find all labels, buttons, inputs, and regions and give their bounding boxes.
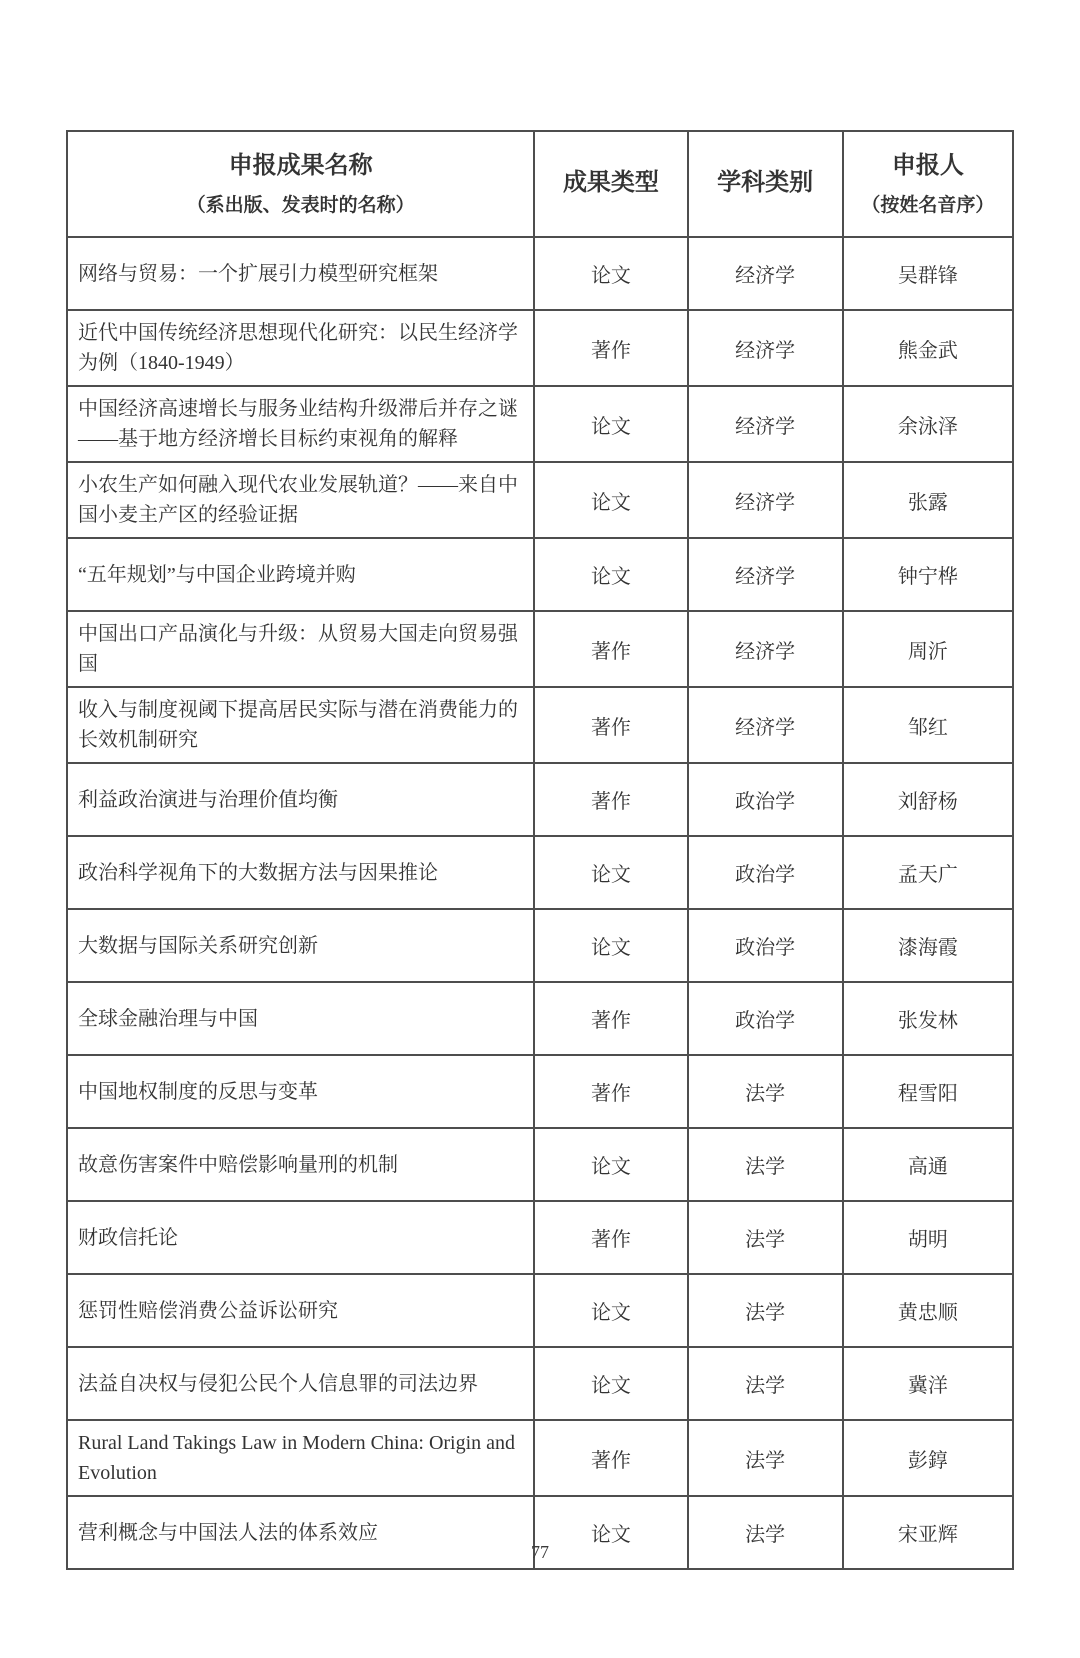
discipline-cell: 法学 xyxy=(688,1055,843,1128)
header-result-name xyxy=(67,131,534,237)
table-row xyxy=(67,611,1013,687)
applicant-cell: 彭錞 xyxy=(843,1420,1013,1496)
result-title-cell: Rural Land Takings Law in Modern China: Origin and Evolution xyxy=(67,1420,534,1496)
applicant-cell: 孟天广 xyxy=(843,836,1013,909)
document-page xyxy=(0,130,1080,1658)
applicant-cell: 胡明 xyxy=(843,1201,1013,1274)
discipline-cell: 政治学 xyxy=(688,982,843,1055)
table-row xyxy=(67,1420,1013,1496)
result-type-cell: 论文 xyxy=(534,462,687,538)
result-title-cell: 政治科学视角下的大数据方法与因果推论 xyxy=(67,836,534,909)
applicant-cell: 刘舒杨 xyxy=(843,763,1013,836)
discipline-cell: 法学 xyxy=(688,1347,843,1420)
discipline-cell: 法学 xyxy=(688,1496,843,1569)
result-title-cell: 利益政治演进与治理价值均衡 xyxy=(67,763,534,836)
discipline-cell: 政治学 xyxy=(688,763,843,836)
discipline-cell: 经济学 xyxy=(688,611,843,687)
results-table-body xyxy=(67,237,1013,1569)
result-title-cell: 惩罚性赔偿消费公益诉讼研究 xyxy=(67,1274,534,1347)
table-row xyxy=(67,538,1013,611)
result-type-cell: 论文 xyxy=(534,909,687,982)
header-applicant xyxy=(843,131,1013,237)
table-row xyxy=(67,687,1013,763)
discipline-cell: 政治学 xyxy=(688,836,843,909)
discipline-cell: 经济学 xyxy=(688,386,843,462)
result-title-cell: 中国出口产品演化与升级：从贸易大国走向贸易强国 xyxy=(67,611,534,687)
result-type-cell: 著作 xyxy=(534,1420,687,1496)
applicant-cell: 张发林 xyxy=(843,982,1013,1055)
table-row xyxy=(67,1055,1013,1128)
result-title-cell: 营利概念与中国法人法的体系效应 xyxy=(67,1496,534,1569)
result-type-cell: 著作 xyxy=(534,687,687,763)
result-type-cell: 论文 xyxy=(534,237,687,310)
result-type-cell: 著作 xyxy=(534,611,687,687)
applicant-cell: 冀洋 xyxy=(843,1347,1013,1420)
discipline-cell: 法学 xyxy=(688,1274,843,1347)
result-type-cell: 论文 xyxy=(534,538,687,611)
discipline-cell: 法学 xyxy=(688,1128,843,1201)
applicant-cell: 邹红 xyxy=(843,687,1013,763)
header-applicant-title: 申报人 xyxy=(891,153,964,180)
header-result-name-title: 申报成果名称 xyxy=(228,153,373,180)
table-row xyxy=(67,1274,1013,1347)
result-type-cell: 论文 xyxy=(534,1496,687,1569)
discipline-cell: 法学 xyxy=(688,1201,843,1274)
discipline-cell: 经济学 xyxy=(688,237,843,310)
table-row xyxy=(67,386,1013,462)
applicant-cell: 余泳泽 xyxy=(843,386,1013,462)
applicant-cell: 周沂 xyxy=(843,611,1013,687)
table-row xyxy=(67,1201,1013,1274)
table-row xyxy=(67,237,1013,310)
applicant-cell: 张露 xyxy=(843,462,1013,538)
header-result-name-subtitle: （系出版、发表时的名称） xyxy=(186,194,415,216)
applicant-cell: 熊金武 xyxy=(843,310,1013,386)
table-row xyxy=(67,836,1013,909)
discipline-cell: 法学 xyxy=(688,1420,843,1496)
table-row xyxy=(67,763,1013,836)
applicant-cell: 程雪阳 xyxy=(843,1055,1013,1128)
result-title-cell: 近代中国传统经济思想现代化研究：以民生经济学为例（1840-1949） xyxy=(67,310,534,386)
applicant-cell: 漆海霞 xyxy=(843,909,1013,982)
applicant-cell: 黄忠顺 xyxy=(843,1274,1013,1347)
applicant-cell: 宋亚辉 xyxy=(843,1496,1013,1569)
result-title-cell: 全球金融治理与中国 xyxy=(67,982,534,1055)
result-title-cell: 法益自决权与侵犯公民个人信息罪的司法边界 xyxy=(67,1347,534,1420)
result-title-cell: “五年规划”与中国企业跨境并购 xyxy=(67,538,534,611)
results-table xyxy=(66,130,1014,1570)
discipline-cell: 政治学 xyxy=(688,909,843,982)
applicant-cell: 钟宁桦 xyxy=(843,538,1013,611)
header-applicant-subtitle: （按姓名音序） xyxy=(861,194,995,216)
result-type-cell: 论文 xyxy=(534,1274,687,1347)
result-title-cell: 大数据与国际关系研究创新 xyxy=(67,909,534,982)
discipline-cell: 经济学 xyxy=(688,687,843,763)
applicant-cell: 高通 xyxy=(843,1128,1013,1201)
result-type-cell: 论文 xyxy=(534,836,687,909)
result-title-cell: 网络与贸易：一个扩展引力模型研究框架 xyxy=(67,237,534,310)
result-type-cell: 著作 xyxy=(534,1201,687,1274)
table-row xyxy=(67,1128,1013,1201)
result-type-cell: 著作 xyxy=(534,1055,687,1128)
result-type-cell: 著作 xyxy=(534,982,687,1055)
table-row xyxy=(67,1347,1013,1420)
header-row xyxy=(67,131,1013,237)
result-type-cell: 论文 xyxy=(534,1347,687,1420)
header-discipline xyxy=(688,131,843,237)
result-type-cell: 论文 xyxy=(534,1128,687,1201)
discipline-cell: 经济学 xyxy=(688,538,843,611)
discipline-cell: 经济学 xyxy=(688,462,843,538)
result-title-cell: 中国经济高速增长与服务业结构升级滞后并存之谜——基于地方经济增长目标约束视角的解释 xyxy=(67,386,534,462)
page-number: 77 xyxy=(531,1542,549,1562)
result-type-cell: 著作 xyxy=(534,310,687,386)
table-row xyxy=(67,310,1013,386)
result-title-cell: 中国地权制度的反思与变革 xyxy=(67,1055,534,1128)
header-result-type-label: 成果类型 xyxy=(562,170,659,197)
result-title-cell: 收入与制度视阈下提高居民实际与潜在消费能力的长效机制研究 xyxy=(67,687,534,763)
table-row xyxy=(67,982,1013,1055)
result-title-cell: 财政信托论 xyxy=(67,1201,534,1274)
result-title-cell: 小农生产如何融入现代农业发展轨道？——来自中国小麦主产区的经验证据 xyxy=(67,462,534,538)
table-row xyxy=(67,909,1013,982)
header-result-type xyxy=(534,131,687,237)
result-type-cell: 论文 xyxy=(534,386,687,462)
table-row xyxy=(67,462,1013,538)
applicant-cell: 吴群锋 xyxy=(843,237,1013,310)
discipline-cell: 经济学 xyxy=(688,310,843,386)
header-discipline-label: 学科类别 xyxy=(717,170,814,197)
result-title-cell: 故意伤害案件中赔偿影响量刑的机制 xyxy=(67,1128,534,1201)
result-type-cell: 著作 xyxy=(534,763,687,836)
